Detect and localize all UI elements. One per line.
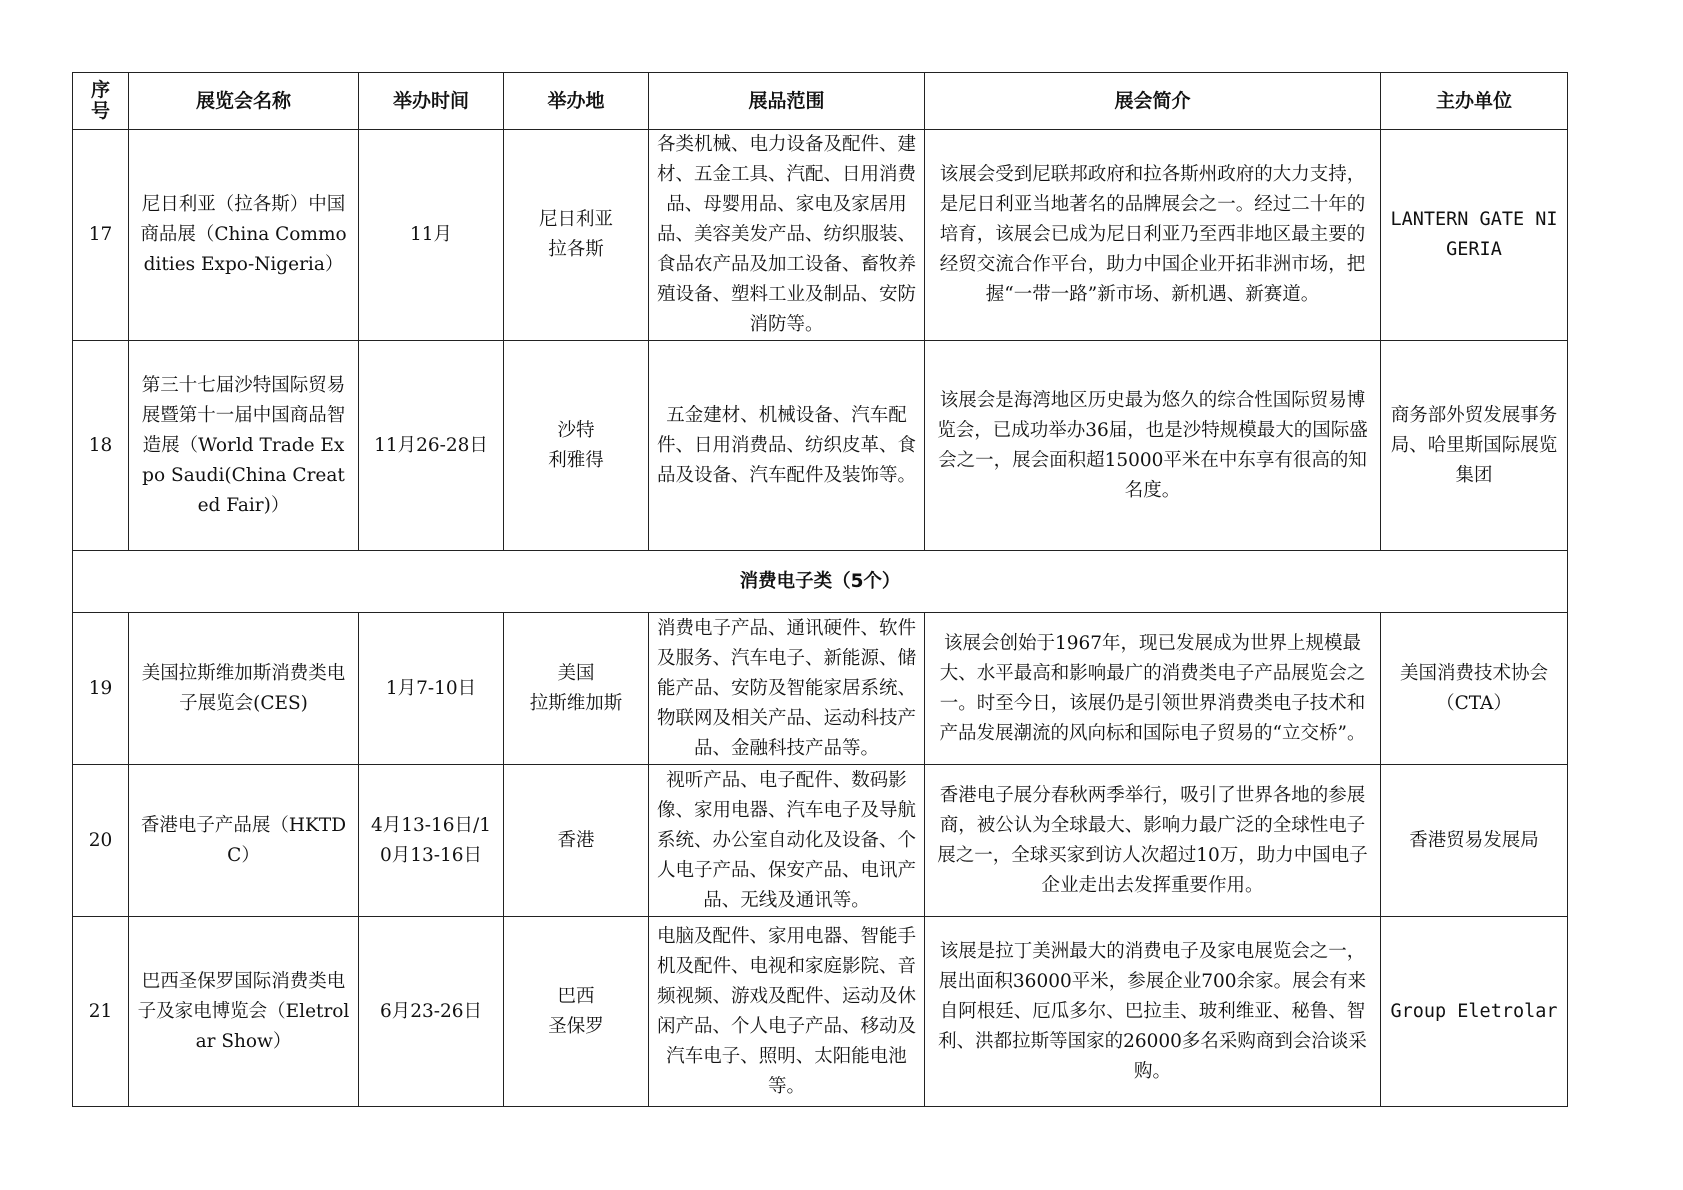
cell-name: 第三十七届沙特国际贸易展暨第十一届中国商品智造展（World Trade Expo Saudi(China Created Fair)） bbox=[129, 341, 359, 551]
cell-scope: 五金建材、机械设备、汽车配件、日用消费品、纺织皮革、食品及设备、汽车配件及装饰等。 bbox=[649, 341, 925, 551]
table-row bbox=[73, 130, 1568, 341]
cell-host: LANTERN GATE NIGERIA bbox=[1381, 130, 1568, 341]
cell-place: 巴西 圣保罗 bbox=[504, 917, 649, 1107]
cell-seq: 20 bbox=[73, 765, 129, 917]
cell-intro: 该展会受到尼联邦政府和拉各斯州政府的大力支持，是尼日利亚当地著名的品牌展会之一。经过二十年的培育，该展会已成为尼日利亚乃至西非地区最主要的经贸交流合作平台，助力中国企业开拓非洲市场，把握“一带一路”新市场、新机遇、新赛道。 bbox=[925, 130, 1381, 341]
header-row bbox=[73, 73, 1568, 130]
header-intro: 展会简介 bbox=[925, 73, 1381, 130]
cell-scope: 消费电子产品、通讯硬件、软件及服务、汽车电子、新能源、储能产品、安防及智能家居系统、物联网及相关产品、运动科技产品、金融科技产品等。 bbox=[649, 613, 925, 765]
cell-host: Group Eletrolar bbox=[1381, 917, 1568, 1107]
category-row bbox=[73, 551, 1568, 613]
cell-place: 香港 bbox=[504, 765, 649, 917]
cell-seq: 21 bbox=[73, 917, 129, 1107]
cell-host: 香港贸易发展局 bbox=[1381, 765, 1568, 917]
header-name: 展览会名称 bbox=[129, 73, 359, 130]
header-scope: 展品范围 bbox=[649, 73, 925, 130]
header-host: 主办单位 bbox=[1381, 73, 1568, 130]
table-row bbox=[73, 341, 1568, 551]
cell-intro: 该展会创始于1967年，现已发展成为世界上规模最大、水平最高和影响最广的消费类电子产品展览会之一。时至今日，该展仍是引领世界消费类电子技术和产品发展潮流的风向标和国际电子贸易的“立交桥”。 bbox=[925, 613, 1381, 765]
table-row bbox=[73, 613, 1568, 765]
cell-intro: 该展会是海湾地区历史最为悠久的综合性国际贸易博览会，已成功举办36届，也是沙特规模最大的国际盛会之一，展会面积超15000平米在中东享有很高的知名度。 bbox=[925, 341, 1381, 551]
cell-intro: 该展是拉丁美洲最大的消费电子及家电展览会之一，展出面积36000平米，参展企业700余家。展会有来自阿根廷、厄瓜多尔、巴拉圭、玻利维亚、秘鲁、智利、洪都拉斯等国家的26000多名采购商到会洽谈采购。 bbox=[925, 917, 1381, 1107]
cell-seq: 17 bbox=[73, 130, 129, 341]
cell-scope: 各类机械、电力设备及配件、建材、五金工具、汽配、日用消费品、母婴用品、家电及家居用品、美容美发产品、纺织服装、食品农产品及加工设备、畜牧养殖设备、塑料工业及制品、安防消防等。 bbox=[649, 130, 925, 341]
cell-name: 美国拉斯维加斯消费类电子展览会(CES) bbox=[129, 613, 359, 765]
category-title: 消费电子类（5个） bbox=[73, 551, 1568, 613]
cell-seq: 19 bbox=[73, 613, 129, 765]
cell-time: 4月13-16日/10月13-16日 bbox=[359, 765, 504, 917]
table-row bbox=[73, 765, 1568, 917]
header-place: 举办地 bbox=[504, 73, 649, 130]
cell-seq: 18 bbox=[73, 341, 129, 551]
table-row bbox=[73, 917, 1568, 1107]
cell-time: 11月 bbox=[359, 130, 504, 341]
cell-place: 尼日利亚 拉各斯 bbox=[504, 130, 649, 341]
cell-time: 1月7-10日 bbox=[359, 613, 504, 765]
cell-name: 巴西圣保罗国际消费类电子及家电博览会（Eletrolar Show） bbox=[129, 917, 359, 1107]
cell-time: 6月23-26日 bbox=[359, 917, 504, 1107]
header-seq bbox=[73, 73, 129, 130]
expo-table bbox=[72, 72, 1568, 1107]
cell-scope: 电脑及配件、家用电器、智能手机及配件、电视和家庭影院、音频视频、游戏及配件、运动及休闲产品、个人电子产品、移动及汽车电子、照明、太阳能电池等。 bbox=[649, 917, 925, 1107]
cell-host: 美国消费技术协会（CTA） bbox=[1381, 613, 1568, 765]
cell-name: 香港电子产品展（HKTDC） bbox=[129, 765, 359, 917]
cell-time: 11月26-28日 bbox=[359, 341, 504, 551]
cell-place: 沙特 利雅得 bbox=[504, 341, 649, 551]
cell-host: 商务部外贸发展事务局、哈里斯国际展览集团 bbox=[1381, 341, 1568, 551]
header-seq-label: 序号 bbox=[90, 79, 110, 122]
header-time: 举办时间 bbox=[359, 73, 504, 130]
cell-scope: 视听产品、电子配件、数码影像、家用电器、汽车电子及导航系统、办公室自动化及设备、个人电子产品、保安产品、电讯产品、无线及通讯等。 bbox=[649, 765, 925, 917]
cell-place: 美国 拉斯维加斯 bbox=[504, 613, 649, 765]
cell-name: 尼日利亚（拉各斯）中国商品展（China Commodities Expo-Nigeria） bbox=[129, 130, 359, 341]
cell-intro: 香港电子展分春秋两季举行，吸引了世界各地的参展商，被公认为全球最大、影响力最广泛的全球性电子展之一，全球买家到访人次超过10万，助力中国电子企业走出去发挥重要作用。 bbox=[925, 765, 1381, 917]
